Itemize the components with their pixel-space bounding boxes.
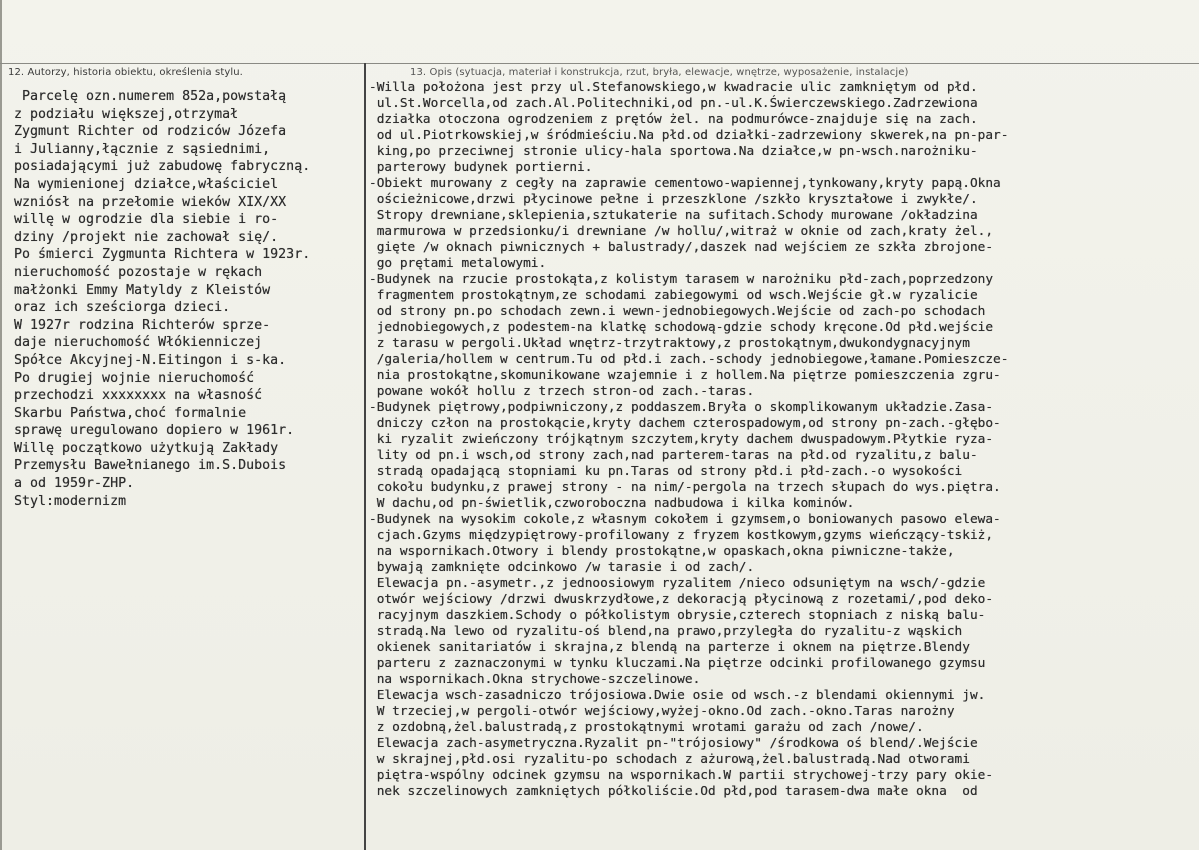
description-typed-text: -Willa położona jest przy ul.Stefanowskiego,w kwadracie ulic zamkniętym od płd. ul.St.Worcella,od zach.Al.Politechniki,od pn.-ul.K.Świerczewskiego.Zadrzewiona działka otoczona ogrodzeniem z prętów żel. na podmurówce-znajduje się na zach. od ul.Piotrkowskiej,w śródmieściu.Na płd.od działki-zadrzewiony skwerek,na pn-par- king,po przeciwnej stronie ulicy-hala sportowa.Na działce,w pn-wsch.narożniku- parterowy budynek portierni. -Obiekt murowany z cegły na zaprawie cementowo-wapiennej,tynkowany,kryty papą.Okna ościeżnicowe,drzwi płycinowe pełne i przeszklone /szkło kryształowe i zwykłe/. Stropy drewniane,sklepienia,sztukaterie na sufitach.Schody murowane /okładzina marmurowa w przedsionku/i drewniane /w hollu/,witraż w oknie od zach,kraty żel., gięte /w oknach piwnicznych + balustrady/,daszek nad wejściem ze szkła zbrojone- go prętami metalowymi. -Budynek na rzucie prostokąta,z kolistym tarasem w narożniku płd-zach,poprzedzony fragmentem prostokątnym,ze schodami zabiegowymi od wsch.Wejście gł.w ryzalicie od strony pn.po schodach zewn.i wewn-jednobiegowych.Wejście od zach-po schodach jednobiegowych,z podestem-na klatkę schodową-gdzie schody kręcone.Od płd.wejście z tarasu w pergoli.Układ wnętrz-trzytraktowy,z prostokątnym,dwukondygnacyjnym /galeria/hollem w centrum.Tu od płd.i zach.-schody jednobiegowe,łamane.Pomieszcze- nia prostokątne,skomunikowane wzajemnie i z hollem.Na piętrze pomieszczenia zgru- powane wokół hollu z trzech stron-od zach.-taras. -Budynek piętrowy,podpiwniczony,z poddaszem.Bryła o skomplikowanym układzie.Zasa- dniczy człon na prostokącie,kryty dachem czterospadowym,od strony pn-zach.-głębo- ki ryzalit zwieńczony trójkątnym szczytem,kryty dachem dwuspadowym.Płytkie ryza- lity od pn.i wsch,od strony zach,nad parterem-taras na płd.od ryzalitu,z balu- stradą opadającą stopniami ku pn.Taras od strony płd.i płd-zach.-o wysokości cokołu budynku,z prawej strony - na nim/-pergola na trzech słupach do wys.piętra. W dachu,od pn-świetlik,czworoboczna nadbudowa i kilka kominów. -Budynek na wysokim cokole,z własnym cokołem i gzymsem,o boniowanych pasowo elewa- cjach.Gzyms międzypiętrowy-profilowany z fryzem kostkowym,gzyms wieńczący-tskiż, na wspornikach.Otwory i blendy prostokątne,w opaskach,okna piwniczne-także, bywają zamknięte odcinkowo /w tarasie i od zach/. Elewacja pn.-asymetr.,z jednoosiowym ryzalitem /nieco odsuniętym na wsch/-gdzie otwór wejściowy /drzwi dwuskrzydłowe,z dekoracją płycinową z rozetami/,pod deko- racyjnym daszkiem.Schody o półkolistym obrysie,czterech stopniach z niską balu- stradą.Na lewo od ryzalitu-oś blend,na prawo,przyległa do ryzalitu-z wąskich okienek sanitariatów i skrajna,z blendą na parterze i oknem na piętrze.Blendy parteru z zaznaczonymi w tynku kluczami.Na piętrze odcinki profilowanego gzymsu na wspornikach.Okna strychowe-szczelinowe. Elewacja wsch-zasadniczo trójosiowa.Dwie osie od wsch.-z blendami okiennymi jw. W trzeciej,w pergoli-otwór wejściowy,wyżej-okno.Od zach.-okno.Taras narożny z ozdobną,żel.balustradą,z prostokątnymi wrotami garażu od zach /nowe/. Elewacja zach-asymetryczna.Ryzalit pn-"trójosiowy" /środkowa oś blend/.Wejście w skrajnej,płd.osi ryzalitu-po schodach z ażurową,żel.balustradą.Nad otworami piętra-wspólny odcinek gzymsu na wspornikach.W partii strychowej-trzy pary okie- nek szczelinowych zamkniętych półkoliście.Od płd,pod tarasem-dwa małe okna od bbox=[369, 80, 1009, 799]
card-left-edge bbox=[0, 0, 2, 850]
header-rule bbox=[0, 63, 1199, 64]
right-column-heading: 13. Opis (sytuacja, materiał i konstrukcja, rzut, bryła, elewacje, wnętrze, wyposażenie, instalacje) bbox=[410, 67, 909, 78]
column-divider bbox=[364, 63, 366, 850]
left-column-heading: 12. Autorzy, historia obiektu, określenia stylu. bbox=[8, 67, 243, 78]
history-typed-text: Parcelę ozn.numerem 852a,powstałą z podziału większej,otrzymał Zygmunt Richter od rodziców Józefa i Julianny,łącznie z sąsiednimi, posiadającymi już zabudowę fabryczną. Na wymienionej działce,właściciel wzniósł na przełomie wieków XIX/XX willę w ogrodzie dla siebie i ro- dziny /projekt nie zachował się/. Po śmierci Zygmunta Richtera w 1923r. nieruchomość pozostaje w rękach małżonki Emmy Matyldy z Kleistów oraz ich sześciorga dzieci. W 1927r rodzina Richterów sprze- daje nieruchomość Włókienniczej Spółce Akcyjnej-N.Eitingon i s-ka. Po drugiej wojnie nieruchomość przechodzi xxxxxxxx na własność Skarbu Państwa,choć formalnie sprawę uregulowano dopiero w 1961r. Willę początkowo użytkują Zakłady Przemysłu Bawełnianego im.S.Dubois a od 1959r-ZHP. Styl:modernizm bbox=[14, 89, 311, 509]
